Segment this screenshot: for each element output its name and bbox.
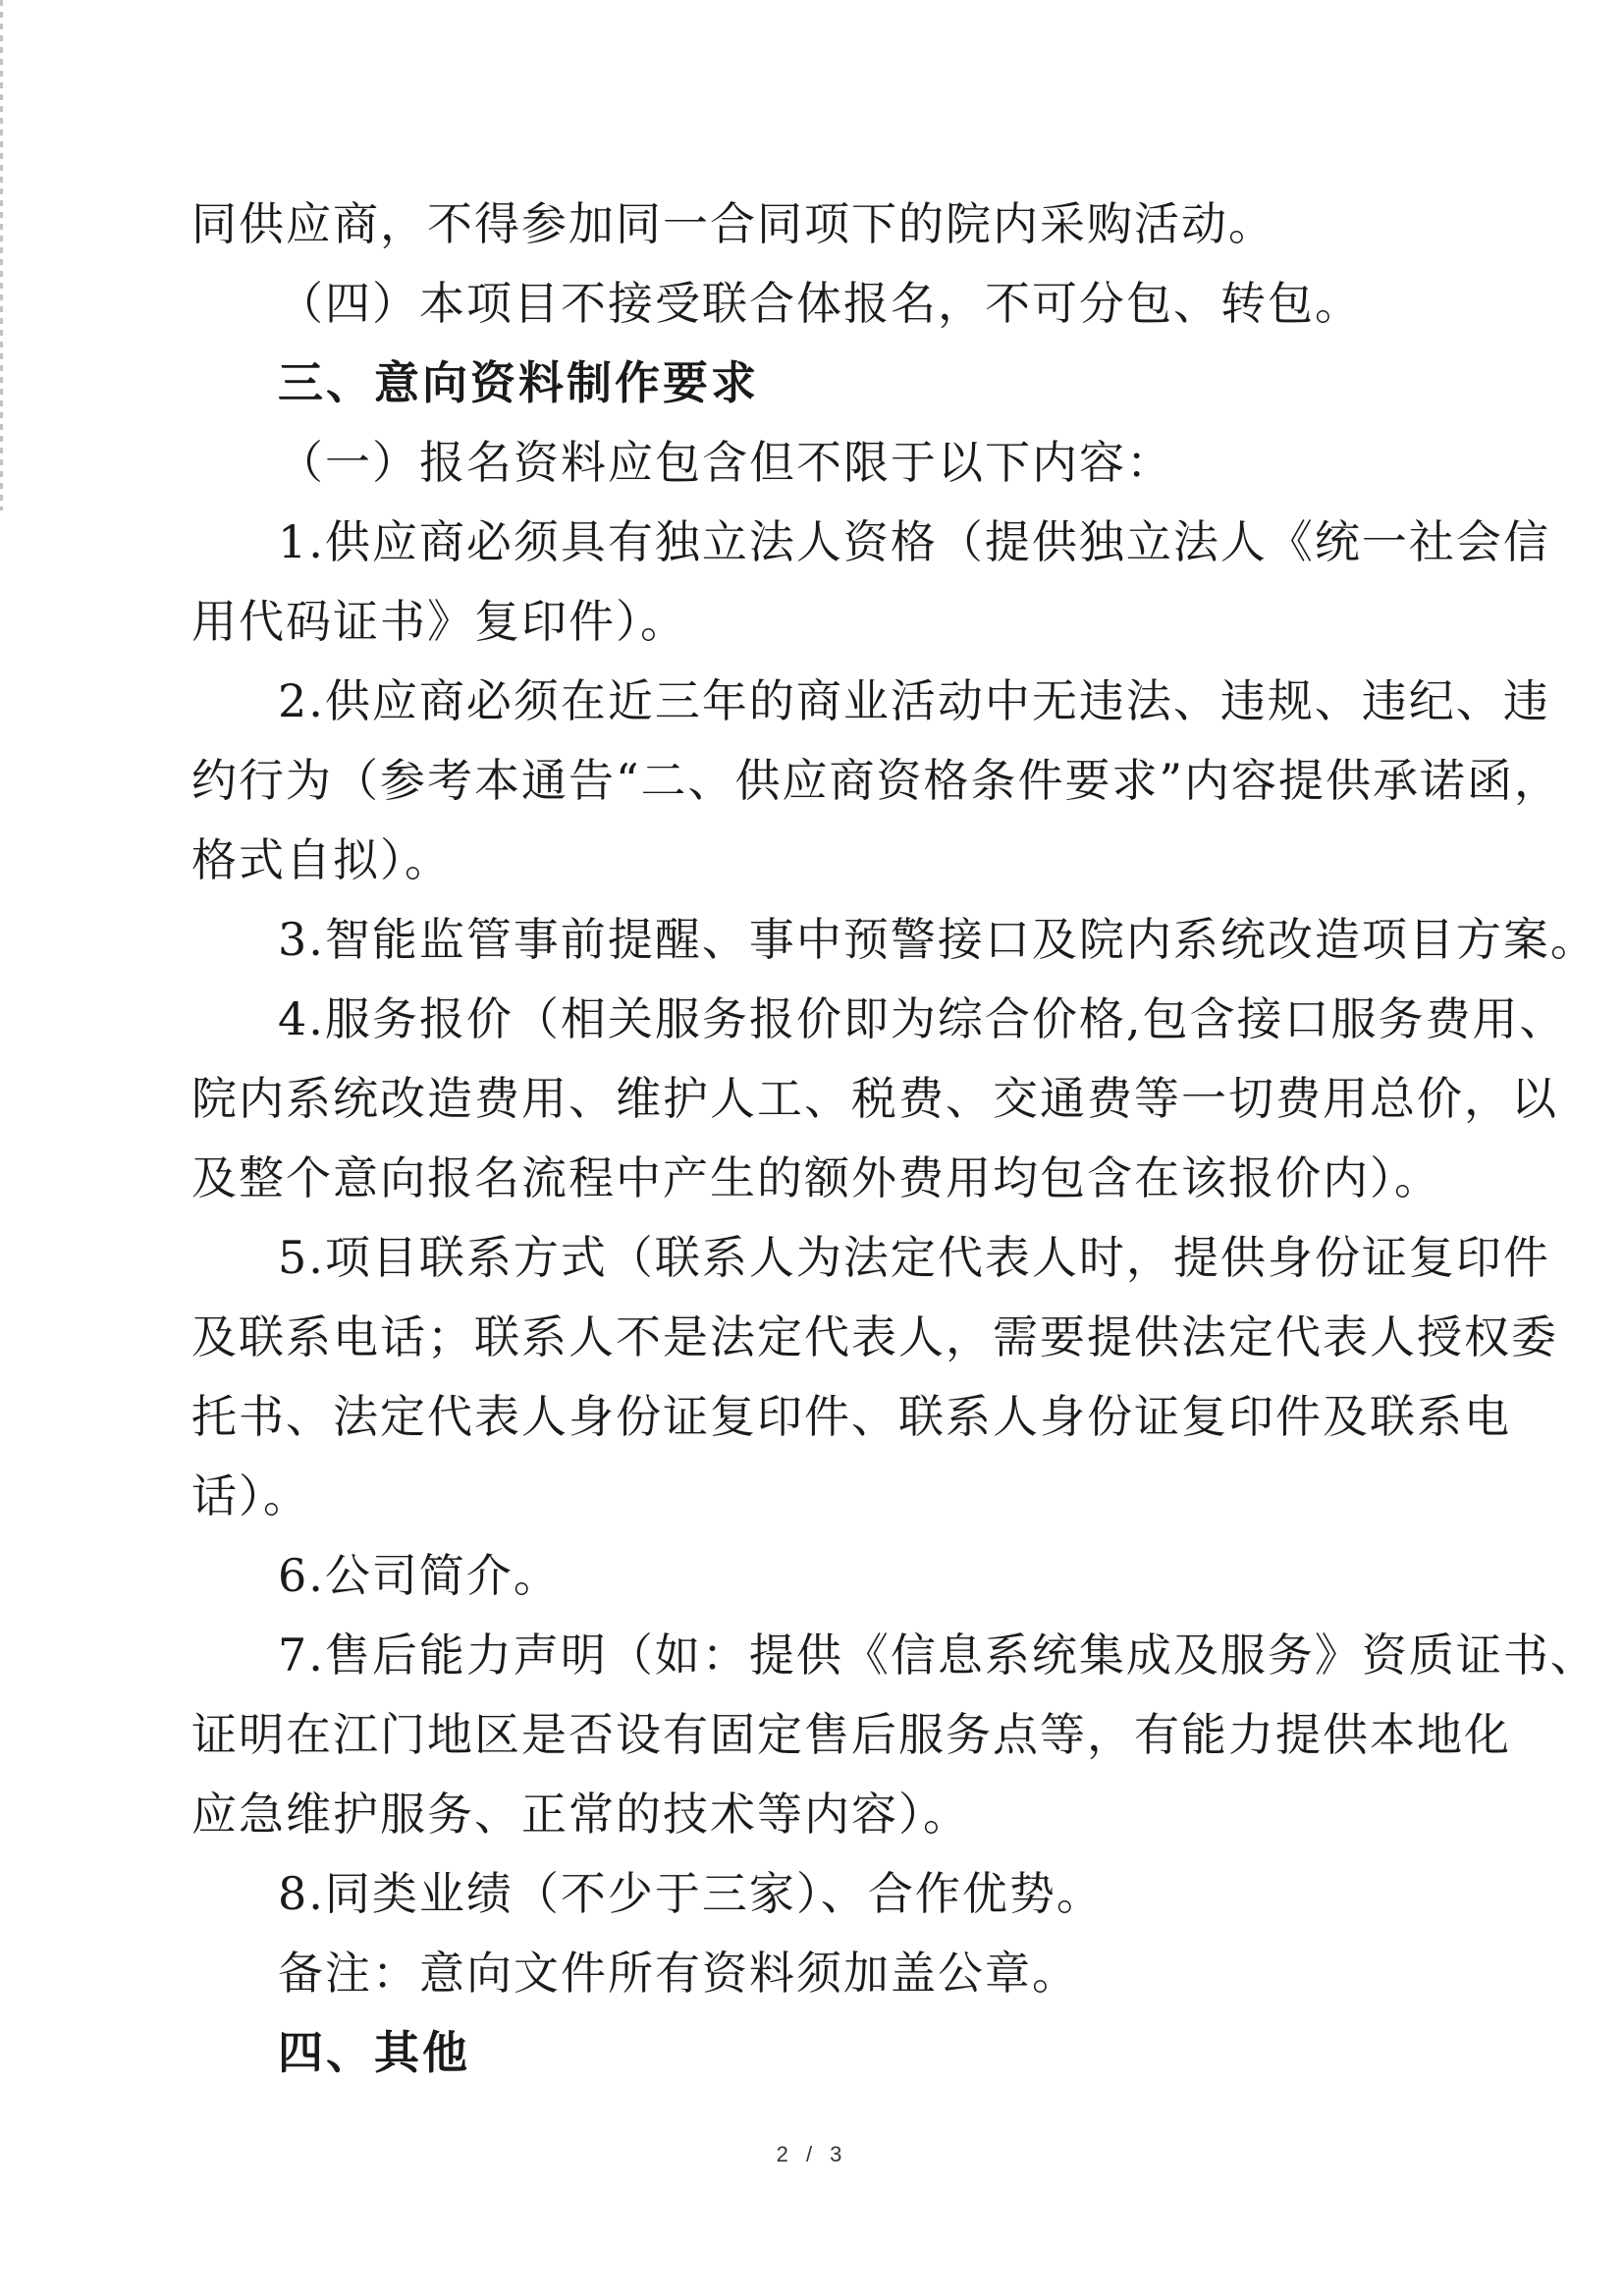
paragraph-line: 约行为（参考本通告“二、供应商资格条件要求”内容提供承诺函， [191,754,1562,807]
page-number: 2 / 3 [776,2142,848,2166]
paragraph-line: 及整个意向报名流程中产生的额外费用均包含在该报价内）。 [191,1151,1441,1204]
paragraph-line: （一）报名资料应包含但不限于以下内容： [278,436,1173,489]
paragraph-line: 5.项目联系方式（联系人为法定代表人时，提供身份证复印件 [278,1231,1550,1284]
paragraph-line: （四）本项目不接受联合体报名，不可分包、转包。 [278,277,1362,330]
paragraph-line: 格式自拟）。 [191,833,452,886]
paragraph-line: 备注：意向文件所有资料须加盖公章。 [278,1947,1079,2000]
paragraph-line: 同供应商，不得参加同一合同项下的院内采购活动。 [191,197,1275,250]
paragraph-line: 7.售后能力声明（如：提供《信息系统集成及服务》资质证书、 [278,1629,1597,1682]
paragraph-line: 4.服务报价（相关服务报价即为综合价格,包含接口服务费用、 [278,992,1567,1045]
section-heading: 三、意向资料制作要求 [278,356,759,409]
scan-edge-marks [0,0,3,510]
paragraph-line: 托书、法定代表人身份证复印件、联系人身份证复印件及联系电 [191,1390,1511,1443]
paragraph-line: 用代码证书》复印件）。 [191,595,687,648]
paragraph-line: 及联系电话；联系人不是法定代表人，需要提供法定代表人授权委 [191,1310,1558,1363]
paragraph-line: 院内系统改造费用、维护人工、税费、交通费等一切费用总价，以 [191,1072,1558,1125]
document-page [191,196,1597,2105]
paragraph-line: 应急维护服务、正常的技术等内容）。 [191,1788,970,1841]
paragraph-line: 话）。 [191,1469,310,1522]
paragraph-line: 2.供应商必须在近三年的商业活动中无违法、违规、违纪、违 [278,674,1550,727]
paragraph-line: 6.公司简介。 [278,1549,561,1602]
paragraph-line: 证明在江门地区是否设有固定售后服务点等，有能力提供本地化 [191,1708,1511,1761]
section-heading: 四、其他 [278,2026,470,2079]
paragraph-line: 8.同类业绩（不少于三家）、合作优势。 [278,1867,1104,1920]
paragraph-line: 3.智能监管事前提醒、事中预警接口及院内系统改造项目方案。 [278,913,1597,966]
paragraph-line: 1.供应商必须具有独立法人资格（提供独立法人《统一社会信 [278,515,1550,568]
